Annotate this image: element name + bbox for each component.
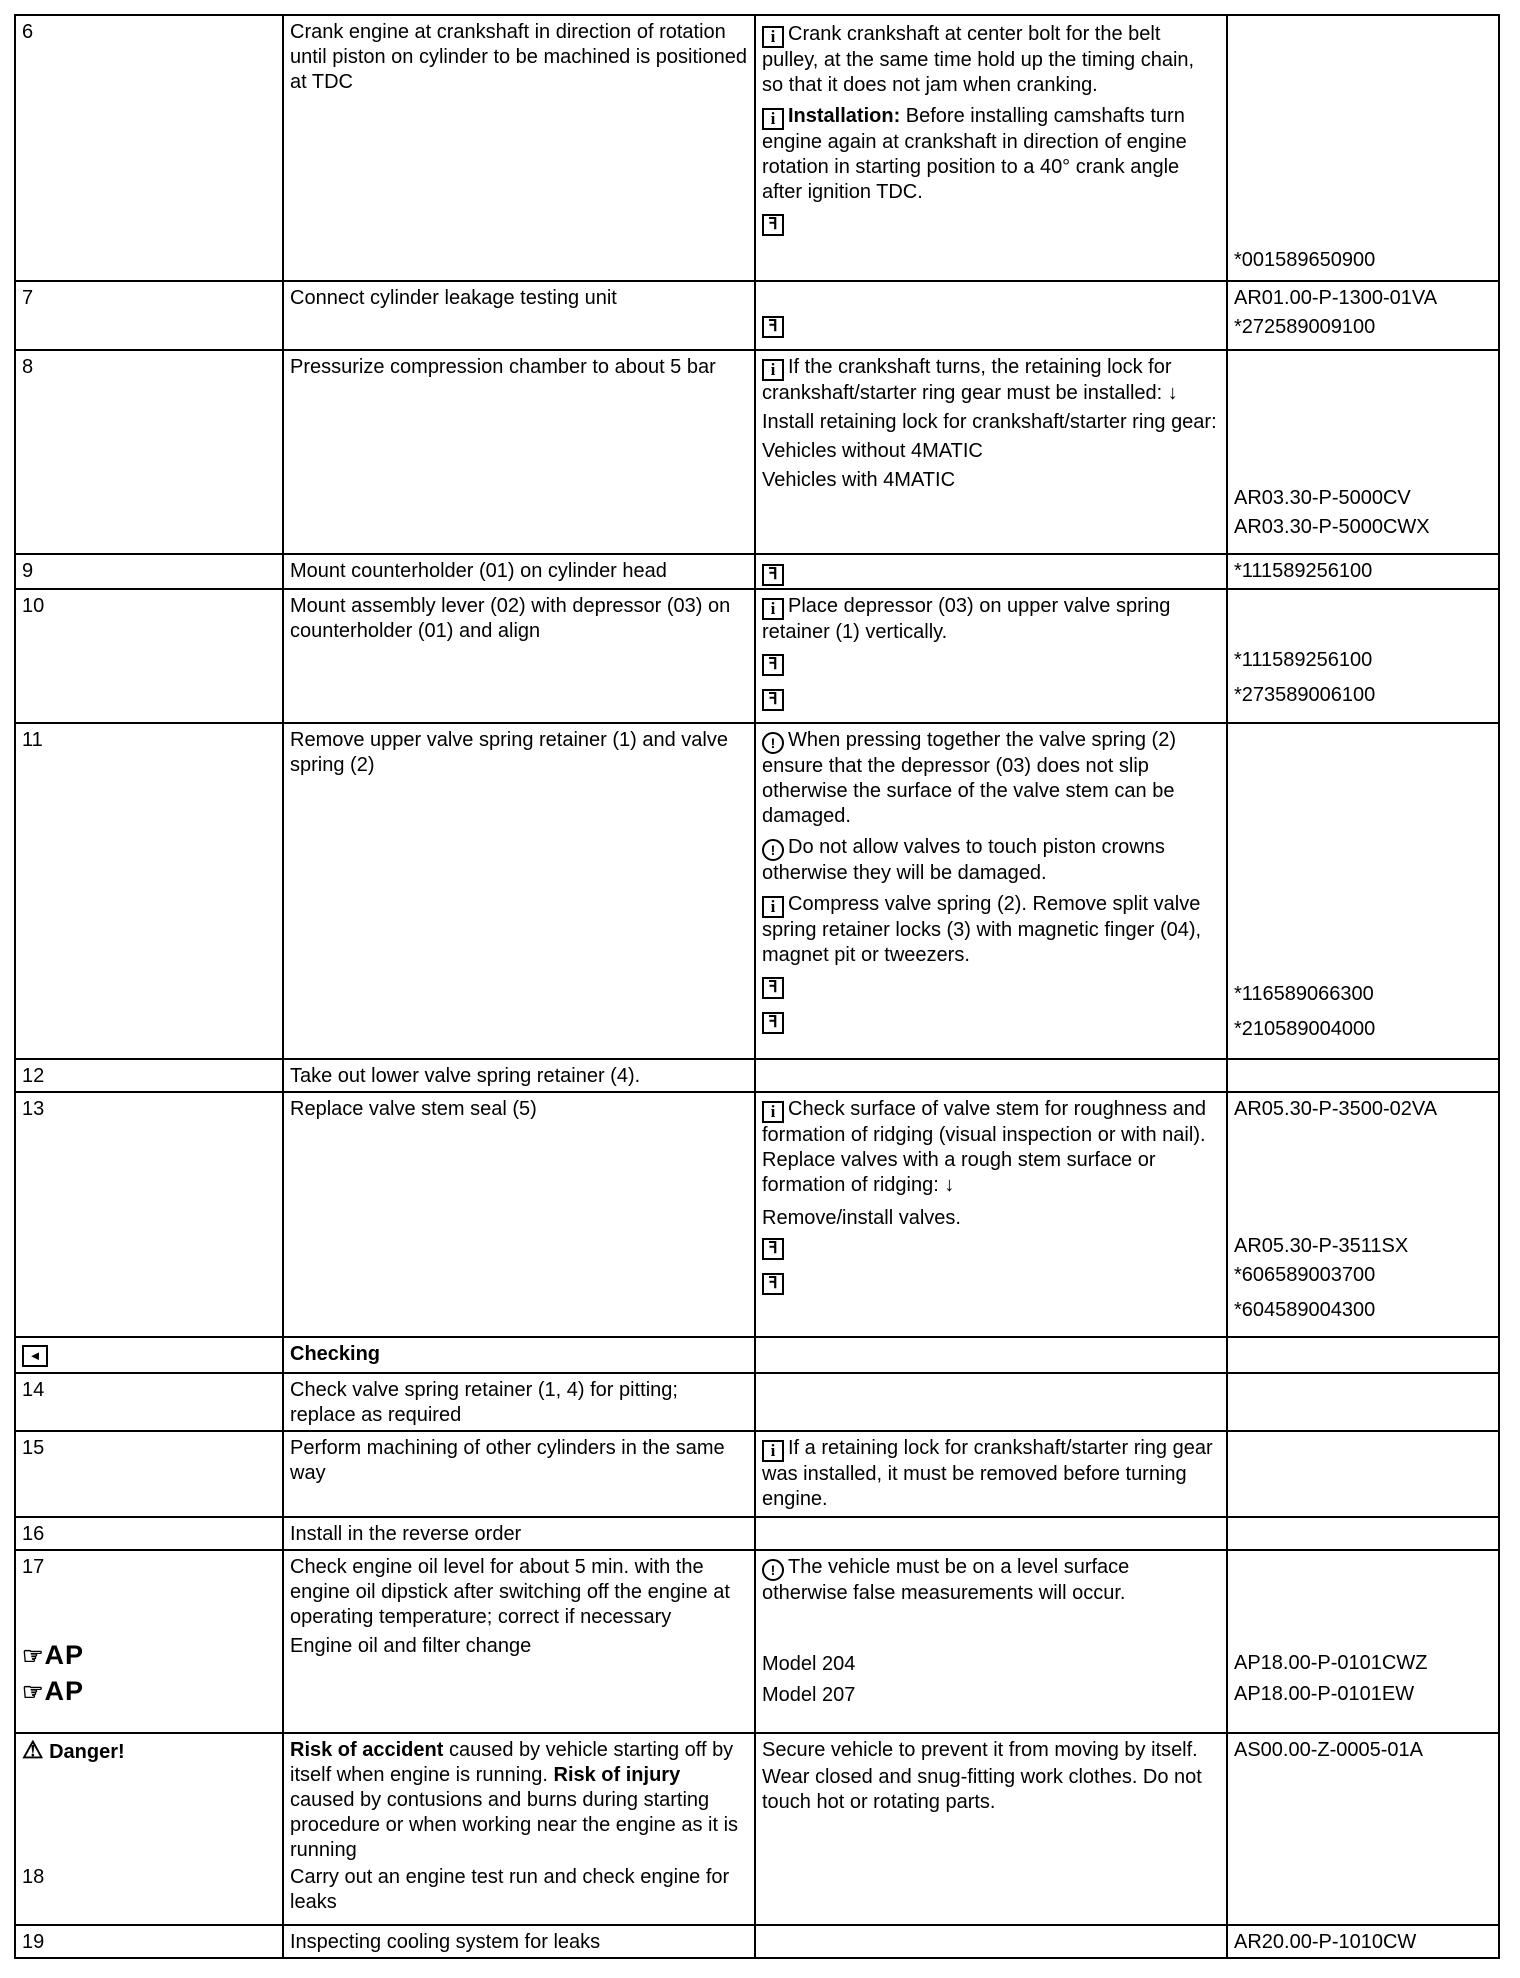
step-notes — [755, 554, 1227, 589]
step-action: Connect cylinder leakage testing unit — [283, 281, 755, 350]
table-row — [15, 281, 1499, 350]
note-bold: Installation: — [788, 105, 901, 127]
step-number — [15, 1733, 283, 1925]
table-row — [15, 1373, 1499, 1431]
info-icon: i — [762, 359, 784, 381]
reference-cell — [1227, 15, 1499, 281]
step-number-text: 17 — [22, 1556, 45, 1578]
step-notes — [755, 1431, 1227, 1517]
step-notes — [755, 350, 1227, 554]
special-tool-icon: ꟻ — [762, 316, 784, 338]
step-action: Mount assembly lever (02) with depressor (03) on counterholder (01) and align — [283, 589, 755, 723]
reference-cell — [1227, 1733, 1499, 1925]
step-number: 11 — [15, 723, 283, 1059]
step-number: 16 — [15, 1517, 283, 1550]
table-row — [15, 1925, 1499, 1958]
step-action — [283, 1733, 755, 1925]
reference-cell — [1227, 1550, 1499, 1733]
danger-description — [290, 1738, 748, 1863]
step-action: Pressurize compression chamber to about 5 bar — [283, 350, 755, 554]
note-text: Place depressor (03) on upper valve spring retainer (1) vertically. — [762, 595, 1171, 643]
step-notes — [755, 723, 1227, 1059]
reference-cell — [1227, 723, 1499, 1059]
table-row — [15, 589, 1499, 723]
step-notes — [755, 1550, 1227, 1733]
reference-cell — [1227, 350, 1499, 554]
note-text: If a retaining lock for crankshaft/starter ring gear was installed, it must be removed before turning engine. — [762, 1437, 1213, 1510]
danger-bold: Risk of injury — [553, 1764, 681, 1786]
special-tool-icon: ꟻ — [762, 1238, 784, 1260]
action-text: Carry out an engine test run and check engine for leaks — [290, 1866, 730, 1913]
special-tool-icon: ꟻ — [762, 214, 784, 236]
procedure-table — [14, 14, 1500, 1959]
special-tool-icon: ꟻ — [762, 1273, 784, 1295]
table-row — [15, 350, 1499, 554]
step-action: Crank engine at crankshaft in direction of rotation until piston on cylinder to be machined is positioned at TDC — [283, 15, 755, 281]
ap-label: AP — [44, 1640, 85, 1670]
step-notes — [755, 1059, 1227, 1092]
step-notes — [755, 1373, 1227, 1431]
info-icon: i — [762, 108, 784, 130]
step-notes — [755, 15, 1227, 281]
table-row — [15, 554, 1499, 589]
ap-label: AP — [44, 1676, 85, 1706]
table-row — [15, 1733, 1499, 1925]
special-tool-icon: ꟻ — [762, 654, 784, 676]
checking-icon-cell — [15, 1337, 283, 1373]
step-notes — [755, 589, 1227, 723]
arrow-down-icon: ↓ — [944, 1174, 955, 1196]
model-variant: Model 204 — [762, 1653, 856, 1675]
action-text: Check engine oil level for about 5 min. with the engine oil dipstick after switching off the engine at operating temperature; correct if necessary — [290, 1556, 730, 1628]
empty-cell — [755, 1337, 1227, 1373]
table-row — [15, 723, 1499, 1059]
note-text: Do not allow valves to touch piston crowns otherwise they will be damaged. — [762, 836, 1165, 884]
table-row — [15, 1550, 1499, 1733]
reference-cell — [1227, 554, 1499, 589]
reference-cell — [1227, 1092, 1499, 1337]
note-text: Before installing camshafts turn engine again at crankshaft in direction of engine rotation in starting position to a 40° crank angle after ignition TDC. — [762, 105, 1187, 203]
info-icon: i — [762, 896, 784, 918]
reference-link[interactable]: *273589006100 — [1234, 684, 1376, 706]
table-row — [15, 15, 1499, 281]
reference-cell — [1227, 1373, 1499, 1431]
special-tool-icon: ꟻ — [762, 977, 784, 999]
reference-cell — [1227, 281, 1499, 350]
caution-note-icon: ! — [762, 839, 784, 861]
reference-link[interactable]: AP18.00-P-0101EW — [1234, 1683, 1415, 1705]
step-action: Mount counterholder (01) on cylinder head — [283, 554, 755, 589]
reference-cell — [1227, 1431, 1499, 1517]
reference-link[interactable]: *604589004300 — [1234, 1299, 1376, 1321]
caution-note-icon: ! — [762, 1559, 784, 1581]
reference-link[interactable]: AR05.30-P-3500-02VA — [1234, 1098, 1438, 1120]
reference-cell — [1227, 1059, 1499, 1092]
table-row — [15, 1092, 1499, 1337]
table-row — [15, 1517, 1499, 1550]
model-variant: Model 207 — [762, 1684, 856, 1706]
step-number: 19 — [15, 1925, 283, 1958]
step-action: Perform machining of other cylinders in the same way — [283, 1431, 755, 1517]
step-notes — [755, 1092, 1227, 1337]
reference-link[interactable]: AR01.00-P-1300-01VA — [1234, 287, 1438, 309]
note-text: Replace valves with a rough stem surface or formation of ridging: — [762, 1149, 1156, 1196]
step-notes — [755, 1733, 1227, 1925]
reference-link[interactable]: *111589256100 — [1234, 649, 1373, 671]
reference-link[interactable]: *001589650900 — [1234, 249, 1376, 271]
step-action: Inspecting cooling system for leaks — [283, 1925, 755, 1958]
reference-link[interactable]: AR03.30-P-5000CV — [1234, 487, 1411, 509]
danger-text: caused by contusions and burns during starting procedure or when working near the engine as it is running — [290, 1789, 739, 1861]
step-number: 8 — [15, 350, 283, 554]
note-text: Install retaining lock for crankshaft/starter ring gear: — [762, 411, 1217, 433]
pointing-hand-icon: ☞ — [22, 1679, 45, 1706]
checking-icon: ◄ — [22, 1345, 48, 1367]
note-text: Compress valve spring (2). Remove split valve spring retainer locks (3) with magnetic finger (04), magnet pit or tweezers. — [762, 893, 1202, 966]
step-action — [283, 1550, 755, 1733]
note-text: If the crankshaft turns, the retaining lock for crankshaft/starter ring gear must be installed: — [762, 356, 1172, 404]
note-text: When pressing together the valve spring (2) ensure that the depressor (03) does not slip otherwise the surface of the valve stem can be damaged. — [762, 729, 1176, 827]
table-row — [15, 1059, 1499, 1092]
step-notes — [755, 281, 1227, 350]
ap-marker — [22, 1638, 276, 1674]
reference-link[interactable]: *116589066300 — [1234, 983, 1374, 1005]
info-icon: i — [762, 1440, 784, 1462]
note-text: Wear closed and snug-fitting work clothes. Do not touch hot or rotating parts. — [762, 1766, 1202, 1813]
step-action: Take out lower valve spring retainer (4). — [283, 1059, 755, 1092]
vehicle-variant: Vehicles without 4MATIC — [762, 440, 983, 462]
danger-label — [22, 1738, 276, 1765]
vehicle-variant: Vehicles with 4MATIC — [762, 469, 956, 491]
reference-link[interactable]: *111589256100 — [1234, 560, 1373, 582]
step-number-text: 18 — [22, 1866, 45, 1888]
step-number: 7 — [15, 281, 283, 350]
step-action: Remove upper valve spring retainer (1) and valve spring (2) — [283, 723, 755, 1059]
reference-link[interactable]: AP18.00-P-0101CWZ — [1234, 1652, 1428, 1674]
step-number: 6 — [15, 15, 283, 281]
note-text: Crank crankshaft at center bolt for the belt pulley, at the same time hold up the timing chain, so that it does not jam when cranking. — [762, 23, 1195, 96]
reference-cell — [1227, 1925, 1499, 1958]
special-tool-icon: ꟻ — [762, 1012, 784, 1034]
info-icon: i — [762, 26, 784, 48]
danger-text: caused by vehicle starting off by itself when engine is running. — [290, 1739, 734, 1786]
note-text: Remove/install valves. — [762, 1207, 961, 1229]
step-number — [15, 1550, 283, 1733]
step-number: 13 — [15, 1092, 283, 1337]
reference-link[interactable]: AR05.30-P-3511SX — [1234, 1235, 1409, 1257]
info-icon: i — [762, 598, 784, 620]
pointing-hand-icon: ☞ — [22, 1643, 45, 1670]
step-number: 15 — [15, 1431, 283, 1517]
reference-link[interactable]: AS00.00-Z-0005-01A — [1234, 1739, 1424, 1761]
danger-bold: Risk of accident — [290, 1739, 444, 1761]
reference-cell — [1227, 1517, 1499, 1550]
step-number: 10 — [15, 589, 283, 723]
step-notes — [755, 1925, 1227, 1958]
step-action: Replace valve stem seal (5) — [283, 1092, 755, 1337]
special-tool-icon: ꟻ — [762, 689, 784, 711]
section-row — [15, 1337, 1499, 1373]
step-number: 9 — [15, 554, 283, 589]
note-text: The vehicle must be on a level surface otherwise false measurements will occur. — [762, 1556, 1130, 1604]
action-text: Engine oil and filter change — [290, 1635, 532, 1657]
reference-cell — [1227, 589, 1499, 723]
danger-text: Danger! — [49, 1741, 125, 1763]
note-text: Secure vehicle to prevent it from moving by itself. — [762, 1739, 1198, 1761]
step-action: Check valve spring retainer (1, 4) for pitting; replace as required — [283, 1373, 755, 1431]
special-tool-icon: ꟻ — [762, 564, 784, 586]
step-action: Install in the reverse order — [283, 1517, 755, 1550]
ap-marker — [22, 1674, 276, 1710]
step-number: 12 — [15, 1059, 283, 1092]
info-icon: i — [762, 1101, 784, 1123]
step-number: 14 — [15, 1373, 283, 1431]
reference-link[interactable]: AR03.30-P-5000CWX — [1234, 516, 1430, 538]
arrow-down-icon: ↓ — [1167, 382, 1178, 404]
caution-note-icon: ! — [762, 732, 784, 754]
table-row — [15, 1431, 1499, 1517]
reference-link[interactable]: *606589003700 — [1234, 1264, 1376, 1286]
reference-link[interactable]: AR20.00-P-1010CW — [1234, 1931, 1417, 1953]
reference-link[interactable]: *210589004000 — [1234, 1018, 1376, 1040]
note-text: Check surface of valve stem for roughness and formation of ridging (visual inspection or with nail). — [762, 1098, 1206, 1146]
section-title: Checking — [283, 1337, 755, 1373]
empty-cell — [1227, 1337, 1499, 1373]
reference-link[interactable]: *272589009100 — [1234, 316, 1376, 338]
step-notes — [755, 1517, 1227, 1550]
warning-triangle-icon: ⚠ — [22, 1737, 44, 1764]
